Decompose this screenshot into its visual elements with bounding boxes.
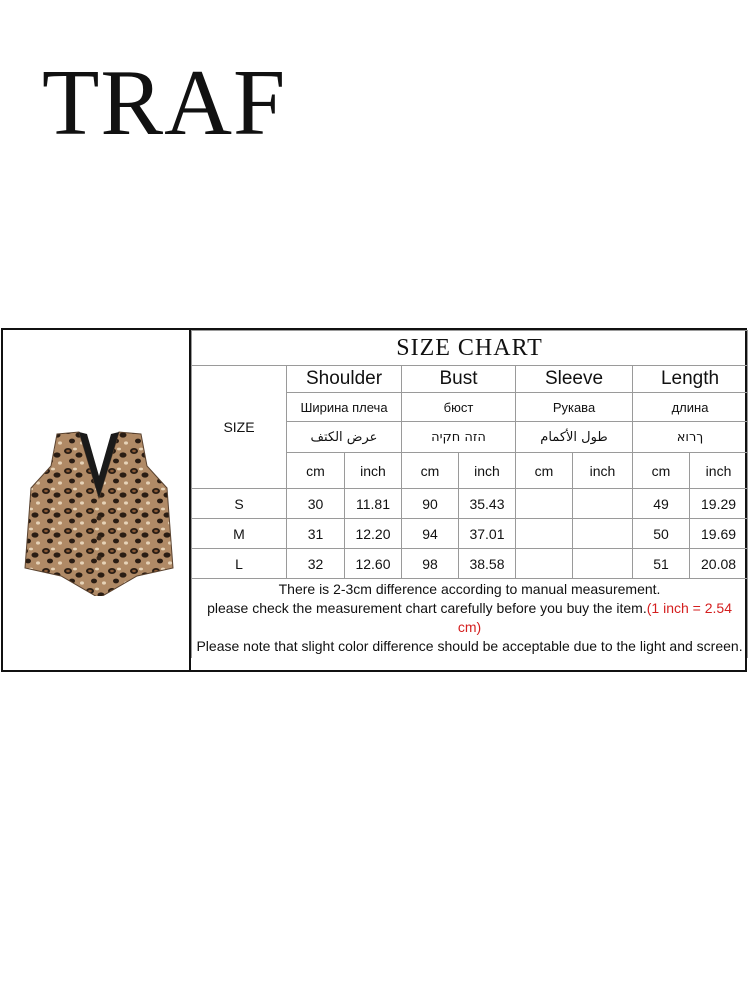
value-cell: 12.20 [345, 519, 402, 549]
table-row [192, 549, 748, 579]
value-cell: 31 [287, 519, 345, 549]
value-cell: 37.01 [459, 519, 516, 549]
product-photo-cell [3, 330, 191, 670]
value-cell: 35.43 [459, 489, 516, 519]
value-cell: 19.69 [690, 519, 748, 549]
leopard-vest-icon [19, 426, 179, 596]
unit-cell: inch [459, 453, 516, 489]
size-cell: S [192, 489, 287, 519]
col-ru-length: длина [633, 393, 748, 422]
col-ar-length: ךרוא [633, 422, 748, 453]
value-cell: 49 [633, 489, 690, 519]
value-cell [516, 489, 573, 519]
brand-logo: TRAF [42, 51, 287, 155]
col-header-sleeve: Sleeve [516, 366, 633, 393]
value-cell: 30 [287, 489, 345, 519]
col-ru-bust: бюст [402, 393, 516, 422]
unit-cell: inch [690, 453, 748, 489]
size-table [191, 330, 748, 658]
unit-cell: inch [573, 453, 633, 489]
measurement-note [192, 579, 748, 659]
col-header-length: Length [633, 366, 748, 393]
value-cell: 12.60 [345, 549, 402, 579]
col-ar-shoulder: عرض الكتف [287, 422, 402, 453]
size-chart-panel [1, 328, 747, 672]
size-chart-title: SIZE CHART [192, 331, 748, 366]
table-row [192, 489, 748, 519]
size-header: SIZE [192, 366, 287, 489]
table-row [192, 519, 748, 549]
value-cell: 98 [402, 549, 459, 579]
value-cell: 11.81 [345, 489, 402, 519]
value-cell: 32 [287, 549, 345, 579]
unit-cell: cm [633, 453, 690, 489]
col-ru-sleeve: Рукава [516, 393, 633, 422]
value-cell: 90 [402, 489, 459, 519]
value-cell: 51 [633, 549, 690, 579]
col-header-bust: Bust [402, 366, 516, 393]
value-cell [516, 549, 573, 579]
unit-cell: cm [287, 453, 345, 489]
value-cell [573, 549, 633, 579]
unit-cell: cm [402, 453, 459, 489]
note-line-3: Please note that slight color difference should be acceptable due to the light and screen. [196, 638, 743, 654]
value-cell: 94 [402, 519, 459, 549]
value-cell [573, 519, 633, 549]
size-table-wrap [191, 330, 745, 658]
value-cell [573, 489, 633, 519]
note-line-2 [196, 599, 743, 637]
col-header-shoulder: Shoulder [287, 366, 402, 393]
unit-cell: cm [516, 453, 573, 489]
value-cell: 19.29 [690, 489, 748, 519]
size-cell: M [192, 519, 287, 549]
value-cell [516, 519, 573, 549]
unit-cell: inch [345, 453, 402, 489]
inch-conversion-note: (1 inch = 2.54 cm) [457, 600, 732, 635]
size-cell: L [192, 549, 287, 579]
col-ar-bust: הזה חקיה [402, 422, 516, 453]
value-cell: 38.58 [459, 549, 516, 579]
note-line-1: There is 2-3cm difference according to manual measurement. [278, 581, 661, 597]
value-cell: 20.08 [690, 549, 748, 579]
col-ar-sleeve: طول الأكمام [516, 422, 633, 453]
note-line-2-text: please check the measurement chart carefully before you buy the item. [207, 600, 647, 616]
col-ru-shoulder: Ширина плеча [287, 393, 402, 422]
value-cell: 50 [633, 519, 690, 549]
